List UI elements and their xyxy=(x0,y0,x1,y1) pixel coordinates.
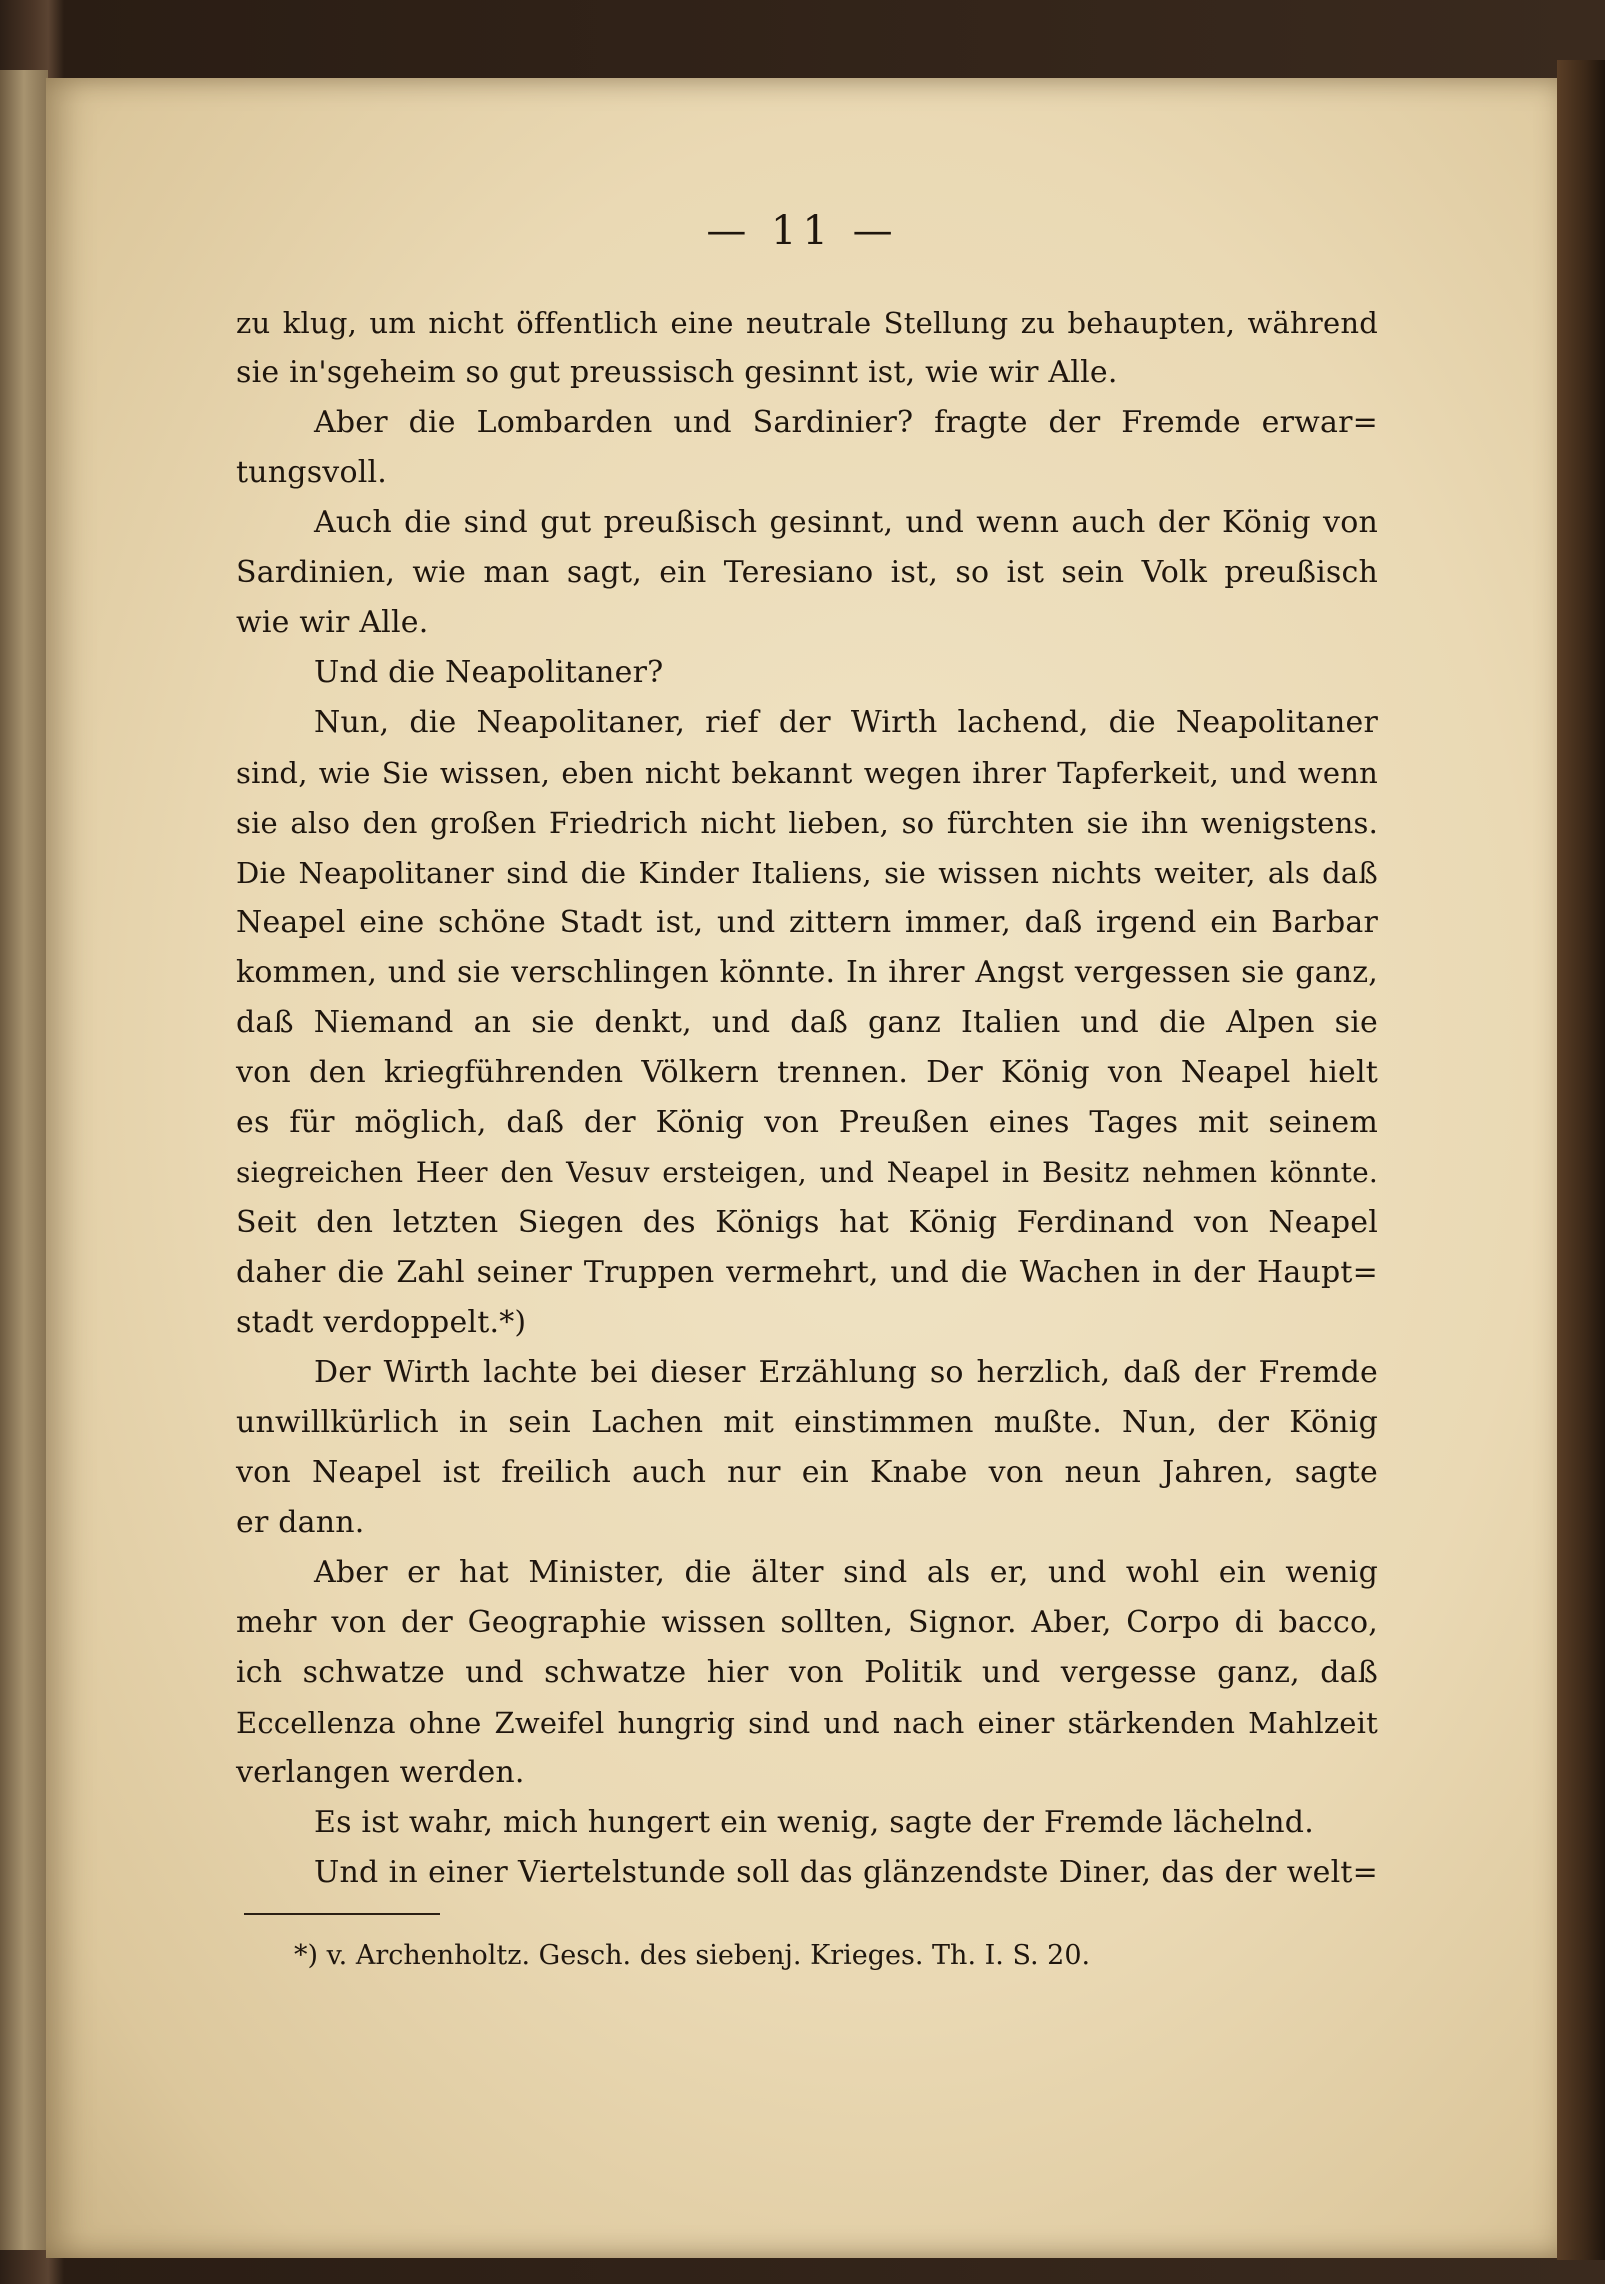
text-line: daher die Zahl seiner Truppen vermehrt, und die Wachen in der Haupt= xyxy=(236,1255,1378,1290)
text-line: Und in einer Viertelstunde soll das glänzendste Diner, das der welt= xyxy=(314,1855,1378,1890)
text-line: tungsvoll. xyxy=(236,455,388,490)
text-line: siegreichen Heer den Vesuv ersteigen, und Neapel in Besitz nehmen könnte. xyxy=(236,1156,1378,1189)
text-line: Die Neapolitaner sind die Kinder Italiens, sie wissen nichts weiter, als daß xyxy=(236,856,1378,890)
text-line: Es ist wahr, mich hungert ein wenig, sagte der Fremde lächelnd. xyxy=(314,1805,1314,1840)
text-line: zu klug, um nicht öffentlich eine neutrale Stellung zu behaupten, während xyxy=(236,306,1378,340)
text-line: Sardinien, wie man sagt, ein Teresiano ist, so ist sein Volk preußisch xyxy=(236,555,1378,590)
text-line: daß Niemand an sie denkt, und daß ganz Italien und die Alpen sie xyxy=(236,1005,1378,1040)
text-line: sie in'sgeheim so gut preussisch gesinnt ist, wie wir Alle. xyxy=(236,355,1118,390)
text-line: Eccellenza ohne Zweifel hungrig sind und nach einer stärkenden Mahlzeit xyxy=(236,1706,1378,1740)
text-line: von Neapel ist freilich auch nur ein Knabe von neun Jahren, sagte xyxy=(236,1455,1378,1490)
book-cover-edge xyxy=(1557,60,1605,2260)
text-line: Der Wirth lachte bei dieser Erzählung so herzlich, daß der Fremde xyxy=(314,1355,1378,1390)
left-page-edge xyxy=(0,70,48,2250)
text-line: mehr von der Geographie wissen sollten, Signor. Aber, Corpo di bacco, xyxy=(236,1605,1378,1640)
text-line: Und die Neapolitaner? xyxy=(314,655,664,690)
footnote: *) v. Archenholtz. Gesch. des siebenj. Krieges. Th. I. S. 20. xyxy=(294,1940,1091,1971)
text-line: wie wir Alle. xyxy=(236,605,429,640)
text-line: stadt verdoppelt.*) xyxy=(236,1305,527,1340)
text-line: sie also den großen Friedrich nicht lieben, so fürchten sie ihn wenigstens. xyxy=(236,806,1378,840)
text-line: unwillkürlich in sein Lachen mit einstimmen mußte. Nun, der König xyxy=(236,1405,1378,1440)
text-line: Seit den letzten Siegen des Königs hat König Ferdinand von Neapel xyxy=(236,1205,1378,1240)
text-line: er dann. xyxy=(236,1505,365,1540)
text-line: von den kriegführenden Völkern trennen. Der König von Neapel hielt xyxy=(236,1055,1378,1090)
text-line: Neapel eine schöne Stadt ist, und zittern immer, daß irgend ein Barbar xyxy=(236,905,1378,940)
footnote-rule xyxy=(244,1913,440,1915)
text-line: ich schwatze und schwatze hier von Politik und vergesse ganz, daß xyxy=(236,1655,1378,1690)
text-line: sind, wie Sie wissen, eben nicht bekannt wegen ihrer Tapferkeit, und wenn xyxy=(236,756,1378,790)
text-line: kommen, und sie verschlingen könnte. In ihrer Angst vergessen sie ganz, xyxy=(236,955,1378,990)
text-line: Aber er hat Minister, die älter sind als er, und wohl ein wenig xyxy=(314,1555,1378,1590)
text-line: Auch die sind gut preußisch gesinnt, und wenn auch der König von xyxy=(314,505,1378,540)
page-number: — 11 — xyxy=(706,208,899,254)
text-line: Aber die Lombarden und Sardinier? fragte der Fremde erwar= xyxy=(314,405,1378,440)
text-line: Nun, die Neapolitaner, rief der Wirth lachend, die Neapolitaner xyxy=(314,705,1378,740)
text-line: verlangen werden. xyxy=(236,1755,525,1790)
text-line: es für möglich, daß der König von Preußen eines Tages mit seinem xyxy=(236,1105,1378,1140)
